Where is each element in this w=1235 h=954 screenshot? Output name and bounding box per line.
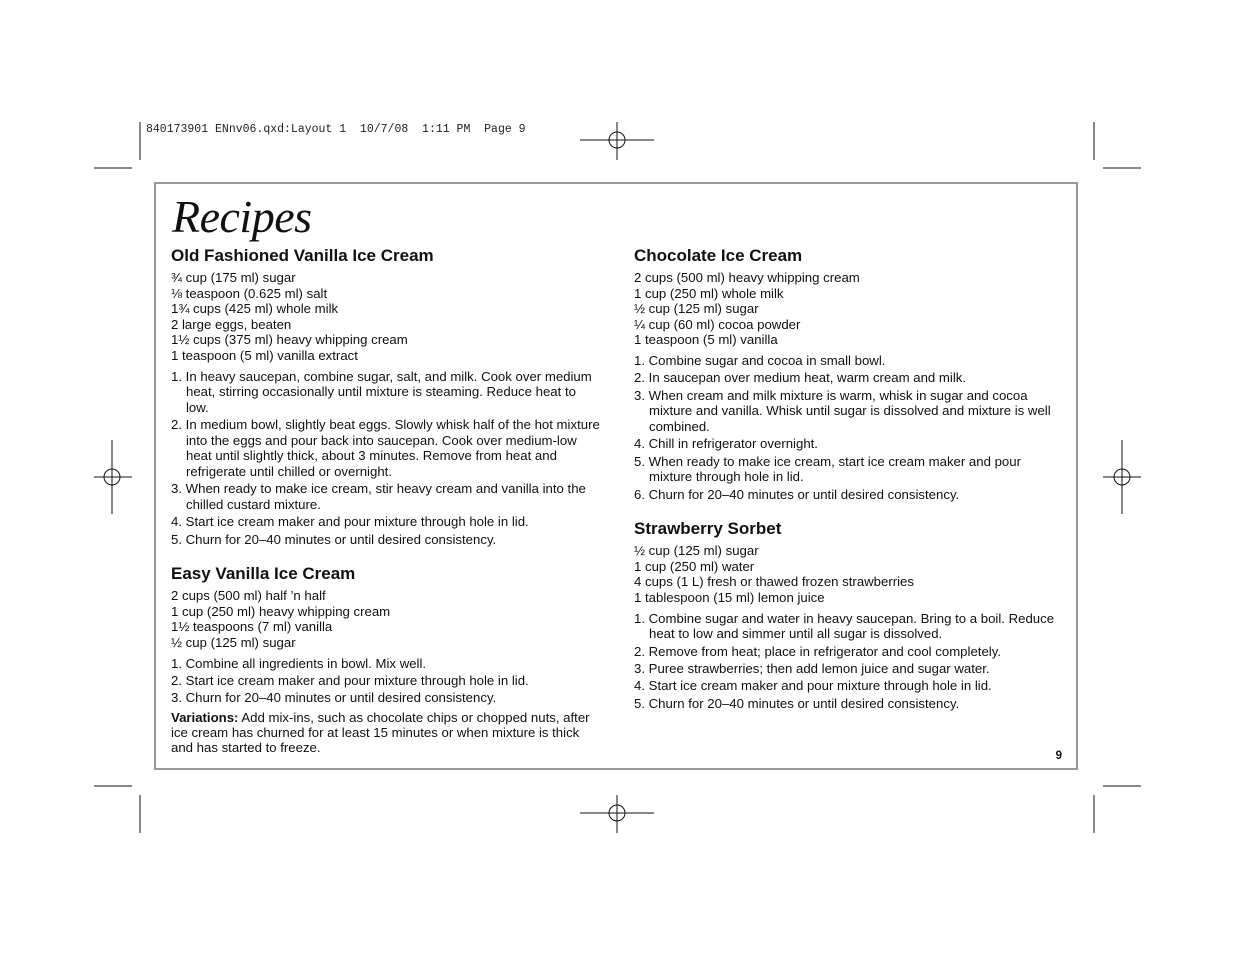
step: 3. Puree strawberries; then add lemon juice and sugar water. bbox=[634, 661, 990, 677]
ingredient: 2 cups (500 ml) heavy whipping cream bbox=[634, 270, 860, 285]
step: 5. When ready to make ice cream, start ice cream maker and pour mixture through hole in lid. bbox=[634, 453, 1021, 485]
ingredient: 2 large eggs, beaten bbox=[171, 316, 292, 332]
recipe-chocolate bbox=[634, 246, 1064, 502]
step: 2. In medium bowl, slightly beat eggs. Slowly whisk half of the hot mixture into the eggs and pour back into saucepan. Cook over medium-low heat until slightly thick, about 3 minutes. Remove from heat and refrigerate until chilled or overnight. bbox=[171, 417, 600, 479]
step: 6. Churn for 20–40 minutes or until desired consistency. bbox=[634, 486, 960, 502]
step: 4. Chill in refrigerator overnight. bbox=[634, 436, 818, 452]
variations-text: Add mix-ins, such as chocolate chips or chopped nuts, after ice cream has churned for at least 15 minutes or when mixture is thick and has started to freeze. bbox=[171, 710, 590, 756]
step-list bbox=[171, 369, 601, 548]
ingredient: ½ cup (125 ml) sugar bbox=[634, 301, 759, 317]
ingredient: 1 cup (250 ml) heavy whipping cream bbox=[171, 603, 391, 619]
recipes-page bbox=[154, 182, 1078, 770]
ingredient: 1 cup (250 ml) water bbox=[634, 558, 755, 574]
step: 5. Churn for 20–40 minutes or until desired consistency. bbox=[634, 695, 960, 711]
ingredient: 1 cup (250 ml) whole milk bbox=[634, 285, 784, 301]
step: 5. Churn for 20–40 minutes or until desired consistency. bbox=[171, 531, 497, 547]
ingredient-list bbox=[171, 588, 601, 650]
ingredient-list bbox=[634, 270, 1064, 348]
recipe-title: Strawberry Sorbet bbox=[634, 519, 782, 539]
left-column bbox=[171, 246, 601, 772]
ingredient: 1 teaspoon (5 ml) vanilla extract bbox=[171, 347, 358, 363]
right-column bbox=[634, 246, 1064, 728]
page-title: Recipes bbox=[172, 191, 312, 242]
step-list bbox=[634, 611, 1064, 712]
variations-label: Variations: bbox=[171, 710, 239, 726]
step: 4. Start ice cream maker and pour mixture through hole in lid. bbox=[634, 678, 992, 694]
ingredient: 1½ cups (375 ml) heavy whipping cream bbox=[171, 332, 408, 348]
recipe-easy-vanilla bbox=[171, 564, 601, 755]
ingredient: 1½ teaspoons (7 ml) vanilla bbox=[171, 619, 333, 635]
step: 3. When ready to make ice cream, stir heavy cream and vanilla into the chilled custard mixture. bbox=[171, 481, 586, 512]
step: 1. In heavy saucepan, combine sugar, salt, and milk. Cook over medium heat, stirring occasionally until mixture is steaming. Reduce heat to low. bbox=[171, 368, 592, 415]
step: 2. Start ice cream maker and pour mixture through hole in lid. bbox=[171, 673, 529, 689]
ingredient-list bbox=[171, 270, 601, 364]
step: 1. Combine all ingredients in bowl. Mix well. bbox=[171, 655, 427, 671]
step-list bbox=[634, 353, 1064, 502]
ingredient: ⅛ teaspoon (0.625 ml) salt bbox=[171, 285, 328, 301]
ingredient: 4 cups (1 L) fresh or thawed frozen strawberries bbox=[634, 574, 914, 590]
print-slug-line: 840173901 ENnv06.qxd:Layout 1 10/7/08 1:11 PM Page 9 bbox=[146, 123, 526, 136]
step: 3. Churn for 20–40 minutes or until desired consistency. bbox=[171, 690, 497, 706]
ingredient: ¼ cup (60 ml) cocoa powder bbox=[634, 316, 801, 332]
step: 2. Remove from heat; place in refrigerator and cool completely. bbox=[634, 643, 1001, 659]
variations-note bbox=[171, 710, 601, 755]
step-list bbox=[171, 656, 601, 706]
step: 2. In saucepan over medium heat, warm cream and milk. bbox=[634, 370, 967, 386]
recipe-title: Easy Vanilla Ice Cream bbox=[171, 564, 356, 584]
step: 4. Start ice cream maker and pour mixture through hole in lid. bbox=[171, 514, 529, 530]
ingredient: 2 cups (500 ml) half ’n half bbox=[171, 588, 326, 604]
ingredient: ½ cup (125 ml) sugar bbox=[171, 635, 296, 651]
recipe-title: Old Fashioned Vanilla Ice Cream bbox=[171, 246, 434, 265]
recipe-old-fashioned-vanilla bbox=[171, 246, 601, 547]
ingredient: 1 tablespoon (15 ml) lemon juice bbox=[634, 590, 825, 606]
recipe-strawberry-sorbet bbox=[634, 519, 1064, 711]
ingredient: ½ cup (125 ml) sugar bbox=[634, 543, 759, 559]
page-number: 9 bbox=[1055, 750, 1062, 762]
ingredient: ¾ cup (175 ml) sugar bbox=[171, 270, 296, 285]
ingredient-list bbox=[634, 543, 1064, 605]
step: 1. Combine sugar and cocoa in small bowl. bbox=[634, 352, 886, 368]
recipe-title: Chocolate Ice Cream bbox=[634, 246, 803, 265]
step: 3. When cream and milk mixture is warm, whisk in sugar and cocoa mixture and vanilla. Whisk until sugar is dissolved and mixture is well combined. bbox=[634, 387, 1051, 434]
step: 1. Combine sugar and water in heavy saucepan. Bring to a boil. Reduce heat to low and simmer until all sugar is dissolved. bbox=[634, 610, 1055, 642]
ingredient: 1¾ cups (425 ml) whole milk bbox=[171, 301, 339, 317]
ingredient: 1 teaspoon (5 ml) vanilla bbox=[634, 332, 778, 348]
